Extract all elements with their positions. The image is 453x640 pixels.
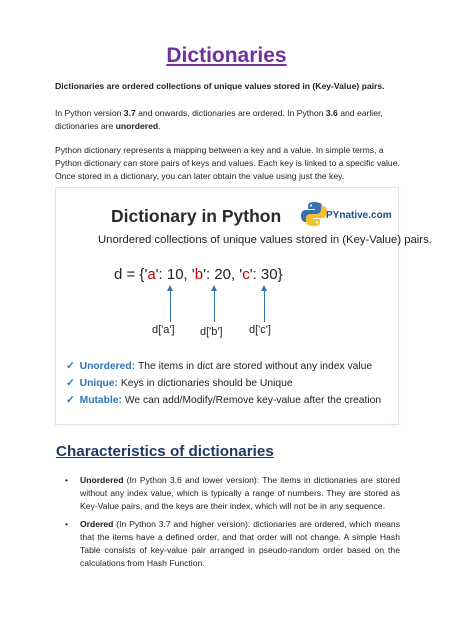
version-37: 3.7 xyxy=(123,108,136,118)
code-run: ': 10, ' xyxy=(155,266,195,283)
text-run: and onwards, dictionaries are ordered. In Python xyxy=(135,108,326,118)
item-text: (In Python 3.7 and higher version): dictionaries are ordered, which means that the items have a defined order, and that order will not change. A simple Hash Table consists of key-value pair arranged in pseudo-random order based on the calculations from Hash Function. xyxy=(80,519,400,568)
figure-heading: Dictionary in Python xyxy=(111,206,282,226)
bullet-icon: • xyxy=(65,519,69,529)
characteristics-list xyxy=(65,474,400,575)
arrow-c-icon xyxy=(264,290,265,322)
feature-sep: : xyxy=(131,361,139,372)
list-item xyxy=(65,474,400,513)
section-heading: Characteristics of dictionaries xyxy=(56,443,274,460)
feature-unique xyxy=(66,375,381,392)
feature-text: Keys in dictionaries should be Unique xyxy=(120,378,293,389)
key-b: b xyxy=(194,266,204,283)
key-c: c xyxy=(242,266,250,283)
checkmark-icon: ✓ xyxy=(66,378,75,389)
accessor-b: d['b'] xyxy=(200,326,223,338)
version-paragraph xyxy=(55,107,400,133)
feature-sep: : xyxy=(114,378,121,389)
feature-list xyxy=(66,358,381,409)
text-run: In Python version xyxy=(55,108,124,118)
accessor-c: d['c'] xyxy=(249,324,271,336)
figure-subtitle: Unordered collections of unique values stored in (Key-Value) pairs. xyxy=(98,234,432,246)
text-run: and earlier, dictionaries are xyxy=(55,108,383,131)
feature-term: Unique xyxy=(79,378,115,389)
lead-paragraph: Dictionaries are ordered collections of unique values stored in (Key-Value) pairs. xyxy=(55,81,385,91)
brand-text: PYnative.com xyxy=(326,210,392,221)
list-item xyxy=(65,518,400,570)
feature-text: We can add/Modify/Remove key-value after the creation xyxy=(124,395,382,406)
code-run: ': 20, ' xyxy=(203,266,243,283)
unordered-term: unordered xyxy=(115,121,159,131)
bullet-icon: • xyxy=(65,475,69,485)
item-text: (In Python 3.6 and lower version): The items in dictionaries are stored without any index value, which is typically a range of numbers. They are stored as Key-Value pairs, and the keys are their index, which will not be in any sequence. xyxy=(80,475,400,511)
dictionary-infographic xyxy=(56,188,432,424)
arrow-a-icon xyxy=(170,290,171,322)
code-run: d = {' xyxy=(114,266,148,283)
feature-term: Mutable xyxy=(79,395,119,406)
version-36: 3.6 xyxy=(325,108,338,118)
checkmark-icon: ✓ xyxy=(66,361,75,372)
feature-sep: : xyxy=(118,395,125,406)
feature-unordered xyxy=(66,358,381,375)
code-run: ': 30} xyxy=(249,266,283,283)
mapping-paragraph: Python dictionary represents a mapping between a key and a value. In simple terms, a Python dictionary can store pairs of keys and values. Each key is linked to a specific value. Once stored in a dictionary, you can later obtain the value using just the key. xyxy=(55,145,400,181)
item-term: Unordered xyxy=(80,475,124,485)
dict-literal xyxy=(114,266,283,283)
item-term: Ordered xyxy=(80,519,114,529)
text-run: . xyxy=(158,121,161,131)
accessor-a: d['a'] xyxy=(152,324,175,336)
feature-mutable xyxy=(66,392,381,409)
key-a: a xyxy=(147,266,156,283)
arrow-b-icon xyxy=(214,290,215,322)
feature-term: Unordered xyxy=(79,361,132,372)
checkmark-icon: ✓ xyxy=(66,395,75,406)
page-title: Dictionaries xyxy=(166,44,287,67)
feature-text: The items in dict are stored without any index value xyxy=(138,361,373,372)
python-logo-icon xyxy=(300,200,328,228)
